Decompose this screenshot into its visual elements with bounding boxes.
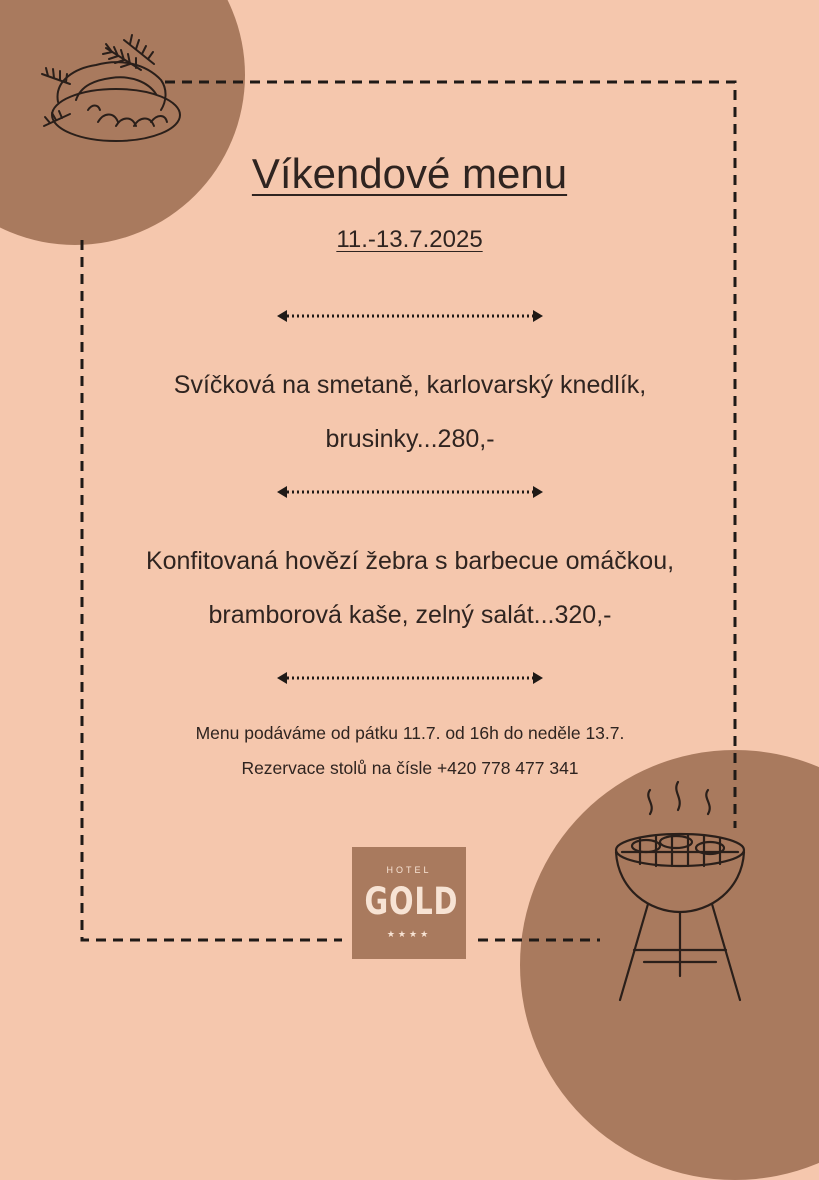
dish-1-line-2: brusinky...280,- — [325, 425, 495, 453]
logo-name: GOLD — [364, 880, 459, 923]
barbecue-grill-icon — [600, 780, 760, 1010]
dish-2-line-2: bramborová kaše, zelný salát...320,- — [208, 601, 612, 629]
dish-1 — [90, 370, 730, 454]
dish-2 — [90, 546, 730, 630]
dish-1-line-1: Svíčková na smetaně, karlovarský knedlík, — [173, 371, 647, 399]
logo-hotel-label: HOTEL — [386, 865, 432, 875]
info-reservation: Rezervace stolů na čísle +420 778 477 341 — [241, 758, 579, 778]
menu-date: 11.-13.7.2025 — [336, 226, 483, 253]
logo-stars: ★★★★ — [386, 929, 432, 939]
roast-meat-icon — [36, 30, 186, 150]
menu-title: Víkendové menu — [251, 150, 568, 197]
info-serving-hours: Menu podáváme od pátku 11.7. od 16h do neděle 13.7. — [195, 723, 625, 743]
hotel-logo — [352, 847, 466, 959]
divider-arrow — [277, 485, 543, 499]
info-text — [90, 721, 730, 780]
dish-2-line-1: Konfitovaná hovězí žebra s barbecue omáčkou, — [145, 547, 675, 575]
divider-arrow — [277, 309, 543, 323]
divider-arrow — [277, 671, 543, 685]
